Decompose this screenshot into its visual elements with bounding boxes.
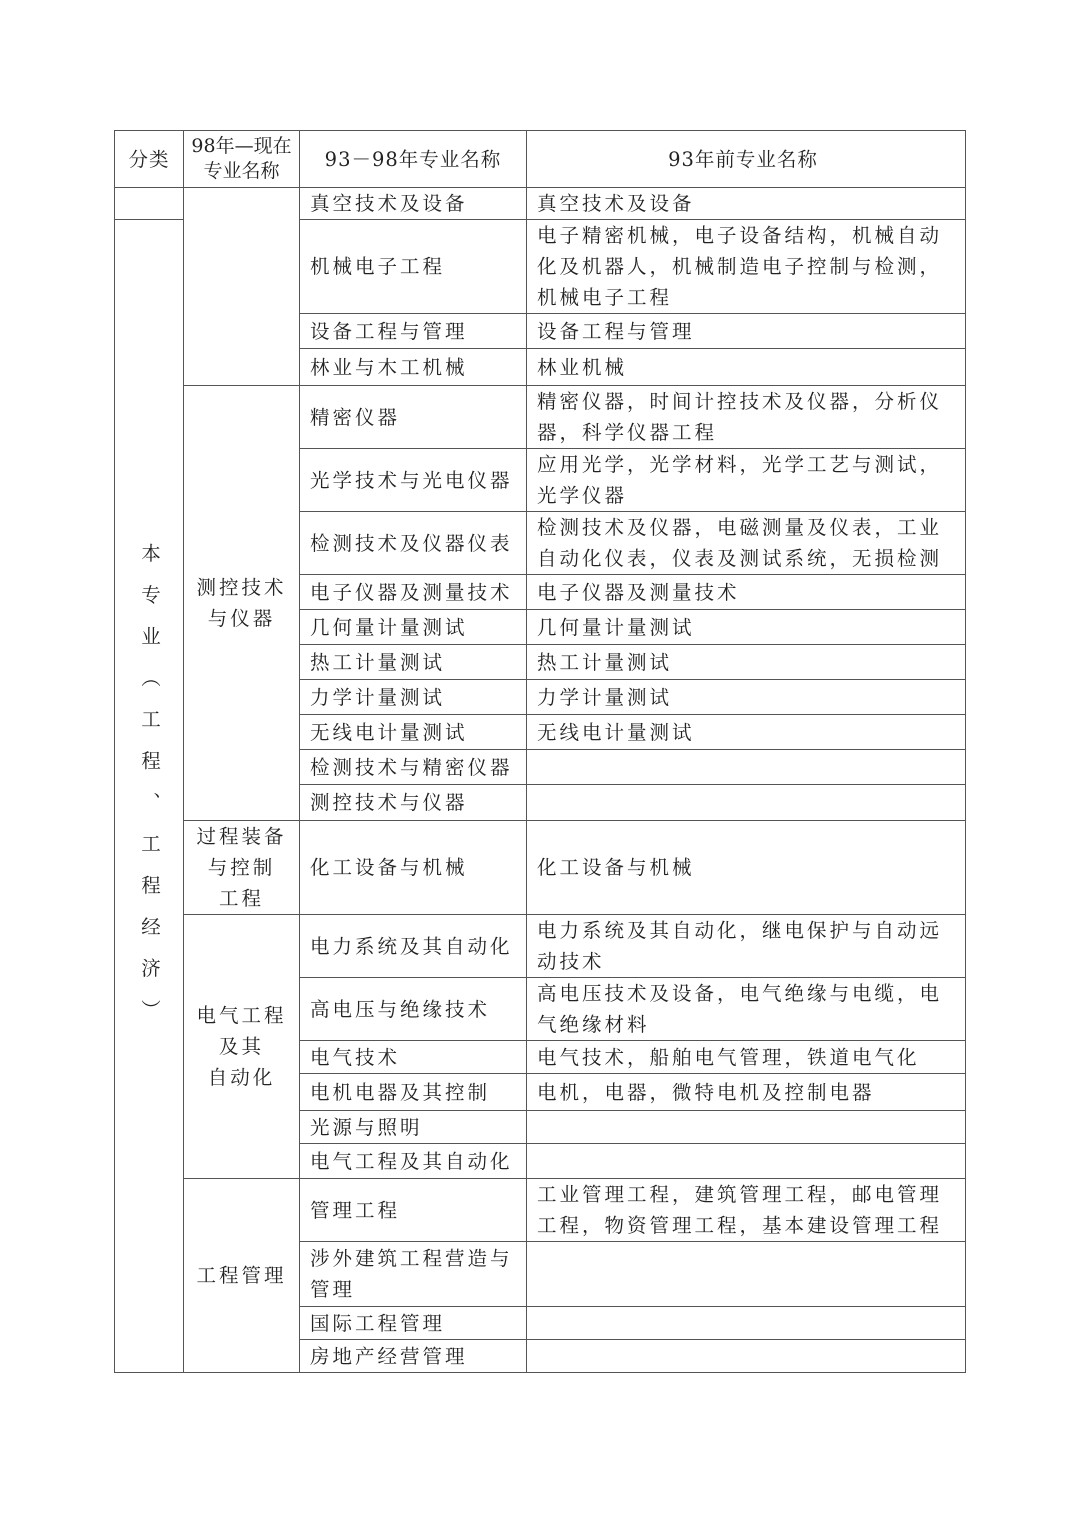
mid-major-cell: 力学计量测试 bbox=[300, 680, 527, 715]
category-label: 本专业（工程、工程经济） bbox=[138, 542, 161, 1041]
mid-major-cell: 检测技术与精密仪器 bbox=[300, 750, 527, 785]
category-cell-blank bbox=[115, 188, 184, 220]
mid-major-cell: 无线电计量测试 bbox=[300, 715, 527, 750]
mid-major-cell: 机械电子工程 bbox=[300, 220, 527, 314]
old-major-cell: 工业管理工程，建筑管理工程，邮电管理工程，物资管理工程，基本建设管理工程 bbox=[527, 1179, 966, 1242]
header-current-major-line1: 98年—现在 bbox=[191, 135, 292, 157]
group-label-process-line3: 工程 bbox=[218, 887, 264, 910]
mid-major-cell: 热工计量测试 bbox=[300, 645, 527, 680]
group-label-measurement: 测控技术与仪器 bbox=[196, 576, 287, 630]
old-major-cell bbox=[527, 1242, 966, 1307]
group-cell-mechanical bbox=[184, 188, 300, 386]
group-cell-electrical bbox=[184, 915, 300, 1179]
old-major-cell bbox=[527, 750, 966, 785]
group-label-electrical-line3: 自动化 bbox=[207, 1066, 276, 1089]
header-row bbox=[115, 131, 966, 188]
old-major-cell: 检测技术及仪器，电磁测量及仪表，工业自动化仪表，仪表及测试系统，无损检测 bbox=[527, 512, 966, 575]
mid-major-cell: 测控技术与仪器 bbox=[300, 785, 527, 821]
old-major-cell: 高电压技术及设备，电气绝缘与电缆，电气绝缘材料 bbox=[527, 978, 966, 1041]
mid-major-cell: 真空技术及设备 bbox=[300, 188, 527, 220]
old-major-cell: 林业机械 bbox=[527, 349, 966, 386]
table-row bbox=[115, 386, 966, 449]
old-major-cell: 应用光学，光学材料，光学工艺与测试，光学仪器 bbox=[527, 449, 966, 512]
old-major-cell bbox=[527, 785, 966, 821]
old-major-cell: 化工设备与机械 bbox=[527, 821, 966, 915]
old-major-cell: 电子精密机械，电子设备结构，机械自动化及机器人，机械制造电子控制与检测，机械电子工程 bbox=[527, 220, 966, 314]
mid-major-cell: 电气技术 bbox=[300, 1041, 527, 1074]
major-mapping-table bbox=[114, 130, 966, 1373]
old-major-cell: 精密仪器，时间计控技术及仪器，分析仪器，科学仪器工程 bbox=[527, 386, 966, 449]
mid-major-cell: 几何量计量测试 bbox=[300, 610, 527, 645]
header-current-major-line2: 专业名称 bbox=[203, 160, 280, 182]
mid-major-cell: 林业与木工机械 bbox=[300, 349, 527, 386]
mid-major-cell: 电子仪器及测量技术 bbox=[300, 575, 527, 610]
mid-major-cell: 房地产经营管理 bbox=[300, 1340, 527, 1373]
group-cell-engineering-management bbox=[184, 1179, 300, 1373]
old-major-cell: 电力系统及其自动化，继电保护与自动远动技术 bbox=[527, 915, 966, 978]
old-major-cell: 无线电计量测试 bbox=[527, 715, 966, 750]
old-major-cell: 热工计量测试 bbox=[527, 645, 966, 680]
mid-major-cell: 管理工程 bbox=[300, 1179, 527, 1242]
mid-major-cell: 国际工程管理 bbox=[300, 1307, 527, 1340]
mid-major-cell: 检测技术及仪器仪表 bbox=[300, 512, 527, 575]
group-label-electrical-line2: 及其 bbox=[218, 1035, 264, 1058]
header-current-major bbox=[184, 131, 300, 188]
mid-major-cell: 涉外建筑工程营造与管理 bbox=[300, 1242, 527, 1307]
group-label-process-line1: 过程装备 bbox=[196, 825, 287, 848]
old-major-cell bbox=[527, 1111, 966, 1144]
group-label-electrical-line1: 电气工程 bbox=[196, 1004, 287, 1027]
mid-major-cell: 电气工程及其自动化 bbox=[300, 1144, 527, 1179]
table-row bbox=[115, 821, 966, 915]
mid-major-cell: 电机电器及其控制 bbox=[300, 1074, 527, 1111]
old-major-cell: 设备工程与管理 bbox=[527, 314, 966, 349]
old-major-cell: 力学计量测试 bbox=[527, 680, 966, 715]
old-major-cell bbox=[527, 1307, 966, 1340]
group-label-engineering-management: 工程管理 bbox=[196, 1264, 287, 1287]
group-label-process-line2: 与控制 bbox=[207, 856, 276, 879]
old-major-cell bbox=[527, 1144, 966, 1179]
old-major-cell: 电机，电器，微特电机及控制电器 bbox=[527, 1074, 966, 1111]
old-major-cell: 几何量计量测试 bbox=[527, 610, 966, 645]
mid-major-cell: 化工设备与机械 bbox=[300, 821, 527, 915]
mid-major-cell: 高电压与绝缘技术 bbox=[300, 978, 527, 1041]
header-category: 分类 bbox=[115, 131, 184, 188]
old-major-cell: 电气技术，船舶电气管理，铁道电气化 bbox=[527, 1041, 966, 1074]
mid-major-cell: 设备工程与管理 bbox=[300, 314, 527, 349]
header-mid-major: 93－98年专业名称 bbox=[300, 131, 527, 188]
mid-major-cell: 光源与照明 bbox=[300, 1111, 527, 1144]
table-row bbox=[115, 1179, 966, 1242]
header-old-major: 93年前专业名称 bbox=[527, 131, 966, 188]
mid-major-cell: 精密仪器 bbox=[300, 386, 527, 449]
table-row bbox=[115, 915, 966, 978]
old-major-cell: 真空技术及设备 bbox=[527, 188, 966, 220]
mid-major-cell: 光学技术与光电仪器 bbox=[300, 449, 527, 512]
mid-major-cell: 电力系统及其自动化 bbox=[300, 915, 527, 978]
group-cell-process bbox=[184, 821, 300, 915]
old-major-cell: 电子仪器及测量技术 bbox=[527, 575, 966, 610]
category-cell bbox=[115, 220, 184, 1373]
old-major-cell bbox=[527, 1340, 966, 1373]
table-row bbox=[115, 188, 966, 220]
group-cell-measurement bbox=[184, 386, 300, 821]
